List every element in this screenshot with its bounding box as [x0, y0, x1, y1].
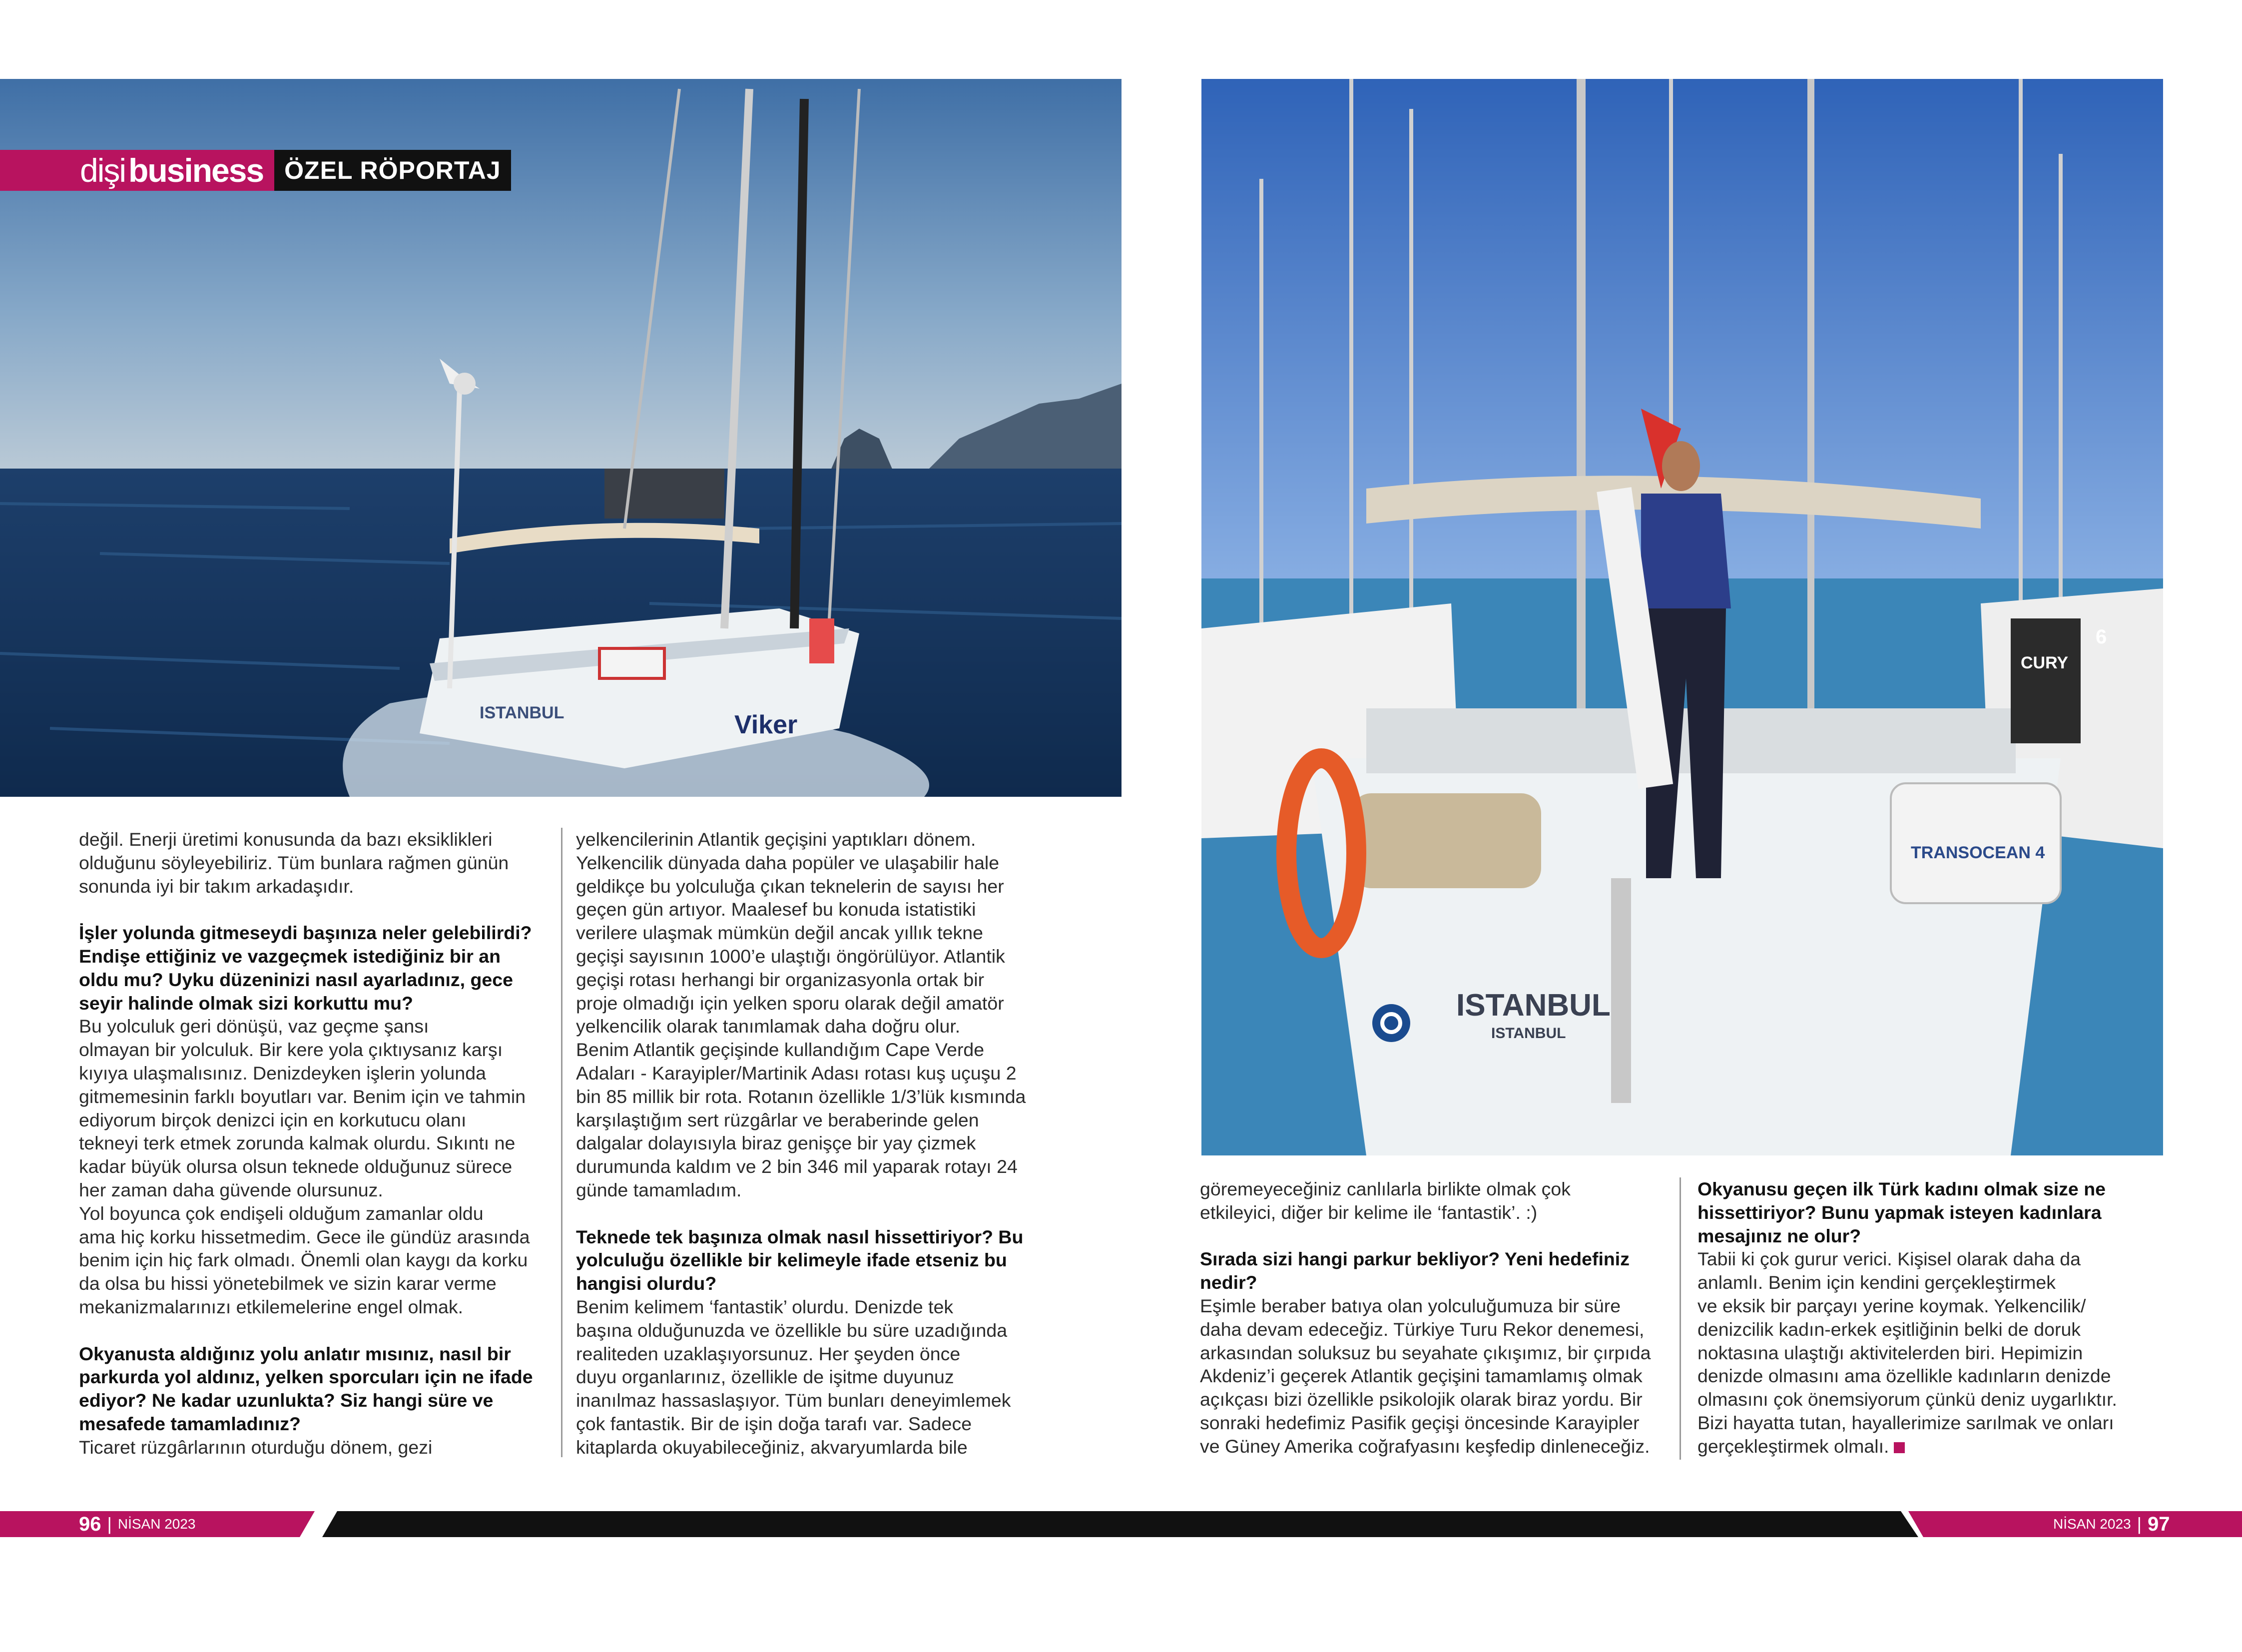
magazine-brand-header — [0, 150, 511, 191]
body-line: Yelkencilik dünyada daha popüler ve ulaşabilir hale — [576, 852, 1000, 873]
body-line: durumunda kaldım ve 2 bin 346 mil yaparak rotayı 24 — [576, 1156, 1018, 1177]
right-boat-name: ISTANBUL — [1456, 988, 1611, 1023]
body-line: değil. Enerji üretimi konusunda da bazı eksiklikleri — [79, 829, 493, 850]
brand-business: business — [128, 152, 264, 189]
body-line: Adaları - Karayipler/Martinik Adası rotası kuş uçuşu 2 — [576, 1062, 1017, 1084]
body-line: kadar büyük olursa olsun teknede olduğunuz sürece — [79, 1156, 513, 1177]
outboard-number: 6 — [2096, 626, 2107, 648]
body-line: Bizi hayatta tutan, hayallerimize sarılmak ve onları — [1697, 1412, 2114, 1433]
brand-disi: dişi — [80, 152, 126, 189]
right-page-info — [2053, 1512, 2170, 1537]
body-line: olduğunu söyleyebiliriz. Tüm bunlara rağmen günün — [79, 852, 509, 873]
final-text: gerçekleştirmek olmalı. — [1697, 1435, 1889, 1457]
body-line: Ticaret rüzgârlarının oturduğu dönem, gezi — [79, 1436, 433, 1458]
body-line: Bu yolculuk geri dönüşü, vaz geçme şansı — [79, 1016, 429, 1037]
body-line: Yol boyunca çok endişeli olduğum zamanlar oldu — [79, 1202, 484, 1224]
text-column-4 — [1697, 1177, 2172, 1458]
body-line: sonunda iyi bir takım arkadaşıdır. — [79, 875, 354, 897]
body-line: geçen gün artıyor. Maalesef bu konuda istatistiki — [576, 899, 976, 920]
body-line: kitaplarda okuyabileceğiniz, akvaryumlarda bile — [576, 1436, 968, 1458]
footer-separator: | — [2137, 1514, 2142, 1534]
question-line: yolculuğu özellikle bir kelimeyle ifade etseniz bu — [576, 1249, 1007, 1271]
paragraph-gap — [79, 1319, 539, 1342]
body-line: duyu organlarınız, özellikle de işitme duyunuz — [576, 1366, 954, 1388]
body-line: denizcilik kadın-erkek eşitliğinin belki de doruk — [1697, 1318, 2081, 1340]
body-line: geçişi rotası herhangi bir organizasyonla ortak bir — [576, 969, 985, 990]
body-line: kıyıya ulaşmalısınız. Denizdeyken işlerin yolunda — [79, 1062, 486, 1084]
paragraph-gap — [1200, 1224, 1675, 1248]
question-line: Sırada sizi hangi parkur bekliyor? Yeni hedefiniz — [1200, 1248, 1630, 1270]
body-line: çok fantastik. Bir de işin doğa tarafı var. Sadece — [576, 1413, 972, 1434]
question-line: ediyor? Ne kadar uzunlukta? Siz hangi süre ve — [79, 1390, 494, 1411]
body-line: proje olmadığı için yelken sporu olarak değil amatör — [576, 992, 1004, 1014]
question-line: seyir halinde olmak sizi korkuttu mu? — [79, 992, 413, 1014]
paragraph-gap — [576, 1202, 1036, 1225]
body-line: anlamlı. Benim için kendini gerçekleştirmek — [1697, 1272, 2056, 1293]
body-line: denizde olmasını ama özellikle kadınların denizde — [1697, 1365, 2111, 1387]
column-divider — [1680, 1177, 1681, 1460]
body-line: her zaman daha güvende olursunuz. — [79, 1179, 383, 1200]
body-line: daha devam edeceğiz. Türkiye Turu Rekor denemesi, — [1200, 1318, 1645, 1340]
outboard-label: CURY — [2021, 653, 2069, 672]
body-line: günde tamamladım. — [576, 1179, 742, 1200]
body-line: geldikçe bu yolculuğa çıkan teknelerin de sayısı her — [576, 875, 1004, 897]
body-line: arkasından soluksuz bu seyahate çıkışımız, bir çırpıda — [1200, 1342, 1651, 1363]
text-column-3 — [1200, 1177, 1675, 1458]
body-line: Benim kelimem ‘fantastik’ olurdu. Denizde tek — [576, 1296, 954, 1317]
text-column-1 — [79, 828, 539, 1459]
right-boat-subname: ISTANBUL — [1491, 1025, 1566, 1042]
body-line: Benim Atlantik geçişinde kullandığım Cape Verde — [576, 1039, 985, 1061]
body-line: benim için hiç fark olmadı. Önemli olan kaygı da korku — [79, 1249, 528, 1271]
paragraph-gap — [79, 898, 539, 921]
body-line: tekneyi terk etmek zorunda kalmak olurdu. Sıkıntı ne — [79, 1132, 516, 1154]
body-line: da olsa bu hissi yönetebilmek ve sizin karar verme — [79, 1273, 497, 1294]
page-footer-bar — [0, 1511, 2242, 1537]
question-line: oldu mu? Uyku düzeninizi nasıl ayarladınız, gece — [79, 969, 513, 990]
question-line: hangisi olurdu? — [576, 1273, 717, 1294]
marina-illustration — [1201, 79, 2163, 1155]
body-line: karşılaştığım sert rüzgârlar ve beraberinde gelen — [576, 1109, 979, 1130]
body-line: gitmemesinin farklı boyutları var. Benim için ve tahmin — [79, 1086, 526, 1107]
left-page-number: 96 — [79, 1513, 101, 1535]
body-line: verilere ulaşmak mümkün değil ancak yıllık tekne — [576, 922, 983, 944]
section-title: ÖZEL RÖPORTAJ — [284, 156, 501, 184]
photo-sailor-on-boat — [1201, 79, 2163, 1155]
body-line: inanılmaz hassaslaşıyor. Tüm bunları deneyimlemek — [576, 1390, 1011, 1411]
article-end-mark — [1894, 1442, 1905, 1453]
question-line: hissettiriyor? Bunu yapmak isteyen kadınlara — [1697, 1201, 2102, 1223]
question-line: Endişe ettiğiniz ve vazgeçmek istediğiniz bir an — [79, 945, 501, 967]
question-line: mesafede tamamladınız? — [79, 1413, 301, 1434]
right-page-number: 97 — [2148, 1513, 2170, 1535]
body-line: geçişi sayısının 1000’e ulaştığı öngörülüyor. Atlantik — [576, 945, 1005, 967]
left-issue-date: NİSAN 2023 — [117, 1516, 196, 1532]
body-line: dalgalar dolayısıyla biraz genişçe bir yay çizmek — [576, 1132, 976, 1154]
text-column-2 — [576, 828, 1036, 1459]
column-divider — [561, 828, 562, 1457]
body-line: Tabii ki çok gurur verici. Kişisel olarak daha da — [1697, 1248, 2081, 1270]
body-line: Eşimle beraber batıya olan yolculuğumuza bir süre — [1200, 1295, 1621, 1316]
body-line: olmasını çok önemsiyorum çünkü deniz uygarlıktır. — [1697, 1389, 2117, 1410]
body-line: noktasına ulaştığı aktivitelerden biri. Hepimizin — [1697, 1342, 2083, 1363]
body-line: etkileyici, diğer bir kelime ile ‘fantastik’. :) — [1200, 1201, 1538, 1223]
body-line: ediyorum birçok denizci için en korkutucu olanı — [79, 1109, 467, 1130]
body-line: realiteden uzaklaşıyorsunuz. Her şeyden önce — [576, 1343, 961, 1364]
footer-separator: | — [107, 1514, 112, 1534]
liferaft-label: TRANSOCEAN 4 — [1911, 843, 2045, 862]
body-line: bin 85 millik bir rota. Rotanın özellikle 1/3’lük kısmında — [576, 1086, 1026, 1107]
section-label — [274, 150, 511, 191]
body-line: ama hiç korku hissetmedim. Gece ile gündüz arasında — [79, 1226, 530, 1247]
brand-logo — [0, 150, 274, 191]
question-line: nedir? — [1200, 1272, 1257, 1293]
body-line: yelkencilerinin Atlantik geçişini yaptıkları dönem. — [576, 829, 976, 850]
body-line: yelkencilik olarak tanımlamak daha doğru olur. — [576, 1016, 961, 1037]
body-line: mekanizmalarınızı etkilemelerine engel olmak. — [79, 1296, 464, 1317]
body-line: ve Güney Amerika coğrafyasını keşfedip dinleneceğiz. — [1200, 1435, 1650, 1457]
question-line: parkurda yol aldınız, yelken sporcuları için ne ifade — [79, 1366, 533, 1388]
body-line: ve eksik bir parçayı yerine koymak. Yelkencilik/ — [1697, 1295, 2086, 1316]
left-boat-sponsor: Viker — [734, 710, 798, 739]
question-line: Okyanusu geçen ilk Türk kadını olmak size ne — [1697, 1178, 2106, 1199]
body-line: açıkçası bizi özellikle psikolojik olarak biraz yordu. Bir — [1200, 1389, 1643, 1410]
left-page-info — [79, 1512, 196, 1537]
body-line-final — [1697, 1435, 2172, 1458]
question-line: mesajınız ne olur? — [1697, 1225, 1861, 1246]
question-line: Teknede tek başınıza olmak nasıl hissettiriyor? Bu — [576, 1226, 1024, 1247]
body-line: başına olduğunuzda ve özellikle bu süre uzadığında — [576, 1319, 1008, 1341]
body-line: sonraki hedefimiz Pasifik geçişi öncesinde Karayipler — [1200, 1412, 1640, 1433]
right-issue-date: NİSAN 2023 — [2053, 1516, 2131, 1532]
question-line: İşler yolunda gitmeseydi başınıza neler gelebilirdi? — [79, 922, 532, 944]
question-line: Okyanusta aldığınız yolu anlatır mısınız, nasıl bir — [79, 1343, 511, 1364]
left-boat-name: ISTANBUL — [480, 703, 564, 722]
body-line: olmayan bir yolculuk. Bir kere yola çıktıysanız karşı — [79, 1039, 503, 1061]
body-line: göremeyeceğiniz canlılarla birlikte olmak çok — [1200, 1178, 1571, 1199]
body-line: Akdeniz’i geçerek Atlantik geçişini tamamlamış olmak — [1200, 1365, 1643, 1387]
